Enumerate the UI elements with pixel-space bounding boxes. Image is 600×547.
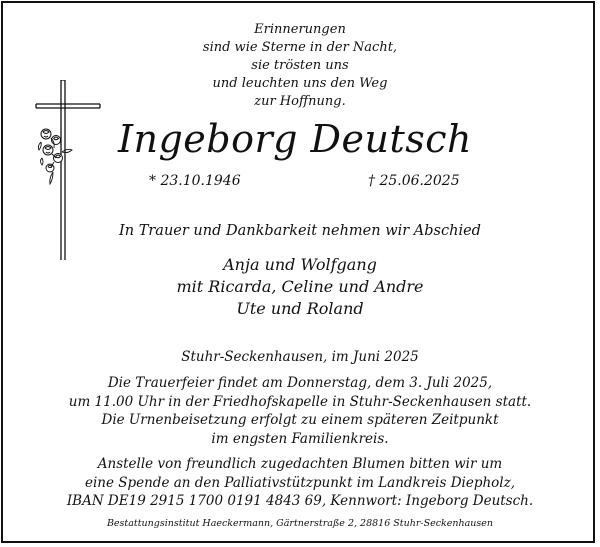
undertaker-footer: Bestattungsinstitut Haeckermann, Gärtnerstraße 2, 28816 Stuhr-Seckenhausen	[106, 518, 494, 529]
death-date: † 25.06.2025	[368, 173, 460, 189]
family-line: Ute und Roland	[236, 299, 364, 318]
mourning-line: In Trauer und Dankbarkeit nehmen wir Abschied	[119, 223, 481, 239]
ceremony-line: um 11.00 Uhr in der Friedhofskapelle in Stuhr-Seckenhausen statt.	[68, 393, 532, 410]
donation-line: Anstelle von freundlich zugedachten Blumen bitten wir um	[97, 456, 503, 472]
family-line: Anja und Wolfgang	[223, 255, 377, 274]
ceremony-line: im engsten Familienkreis.	[211, 430, 389, 447]
birth-date: * 23.10.1946	[149, 173, 241, 189]
poem-line: und leuchten uns den Weg	[212, 76, 388, 91]
memorial-poem	[150, 21, 450, 111]
donation-line: eine Spende an den Palliativstützpunkt im Landkreis Diepholz,	[84, 474, 516, 491]
donation-info	[30, 455, 570, 511]
poem-line: Erinnerungen	[254, 22, 346, 37]
poem-line: sind wie Sterne in der Nacht,	[202, 40, 398, 55]
donation-line: IBAN DE19 2915 1700 0191 4843 69, Kennwort: Ingeborg Deutsch.	[66, 493, 534, 509]
poem-line: zur Hoffnung.	[254, 94, 346, 109]
ceremony-info	[40, 374, 560, 448]
family-line: mit Ricarda, Celine und Andre	[176, 277, 424, 296]
ceremony-line: Die Urnenbeisetzung erfolgt zu einem späteren Zeitpunkt	[101, 412, 499, 428]
deceased-name: Ingeborg Deutsch	[117, 117, 473, 161]
ceremony-line: Die Trauerfeier findet am Donnerstag, dem 3. Juli 2025,	[107, 375, 493, 391]
place-and-date: Stuhr-Seckenhausen, im Juni 2025	[181, 349, 419, 365]
family-names	[100, 254, 500, 320]
poem-line: sie trösten uns	[251, 58, 349, 73]
